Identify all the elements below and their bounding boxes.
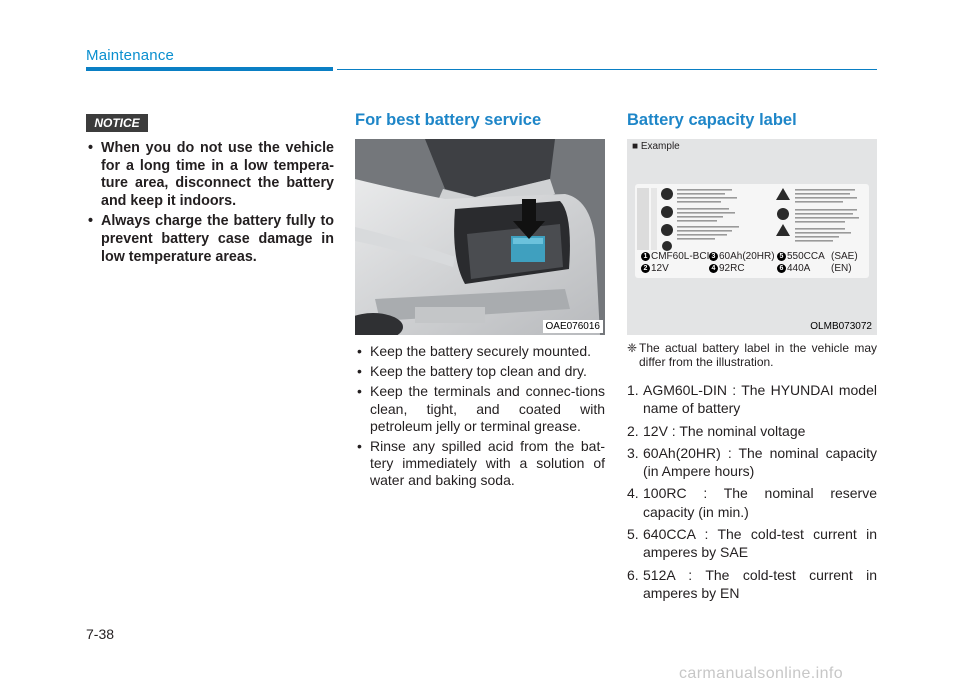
spec-voltage: 2 12V <box>641 263 669 274</box>
definition-item: 2. 12V : The nominal voltage <box>627 422 806 439</box>
header-rule-thick <box>86 67 333 71</box>
example-tag: ■ Example <box>632 141 680 152</box>
definition-item: 3. 60Ah(20HR) : The nominal capacity (in Ampere hours) <box>627 444 877 480</box>
image-code: OAE076016 <box>543 320 604 333</box>
notice-item: • When you do not use the vehicle for a long time in a low tempera-ture area, disconnect the battery and keep it indoors. <box>86 140 334 210</box>
notice-item: • Always charge the battery fully to prevent battery case damage in low temperature areas. <box>86 213 334 266</box>
battery-tips-list <box>355 343 605 493</box>
battery-label <box>635 184 869 278</box>
note-mark-icon: ❈ <box>627 341 638 355</box>
best-service-heading: For best battery service <box>355 111 542 129</box>
battery-label-illustration <box>627 139 877 335</box>
label-note <box>627 342 877 369</box>
car-trunk-illustration <box>355 139 605 335</box>
note-text: The actual battery label in the vehicle may differ from the illustration. <box>639 341 877 369</box>
tip-item: • Keep the battery top clean and dry. <box>355 363 605 380</box>
definition-item: 6. 512A : The cold-test current in amperes by EN <box>627 566 877 601</box>
image-code: OLMB073072 <box>810 321 872 332</box>
definition-item: 5. 640CCA : The cold-test current in amperes by SAE <box>627 526 877 561</box>
notice-badge: NOTICE <box>86 114 148 132</box>
definition-item: 4. 100RC : The nominal reserve capacity (in min.) <box>627 485 877 520</box>
spec-model: 1 CMF60L-BCI <box>641 251 709 262</box>
tip-item: • Keep the battery securely mounted. <box>355 343 605 360</box>
tip-item: • Keep the terminals and connec-tions clean, tight, and coated with petroleum jelly or terminal grease. <box>355 383 605 435</box>
spec-en-tag: (EN) <box>831 263 852 274</box>
label-definitions-list <box>627 381 877 606</box>
spec-en-current: 6 440A <box>777 263 810 274</box>
spec-sae-tag: (SAE) <box>831 251 858 262</box>
page-number: 7-38 <box>86 626 115 642</box>
tip-item: • Rinse any spilled acid from the bat-tery immediately with a solution of water and baking soda. <box>355 438 605 490</box>
capacity-label-heading: Battery capacity label <box>627 111 797 129</box>
spec-cca: 5 550CCA <box>777 251 825 262</box>
spec-capacity: 3 60Ah(20HR) <box>709 251 775 262</box>
section-title: Maintenance <box>86 47 175 64</box>
definition-item: 1. AGM60L-DIN : The HYUNDAI model name of battery <box>627 382 877 417</box>
header-rule-thin <box>337 69 877 70</box>
watermark: carmanualsonline.info <box>679 665 844 682</box>
notice-list <box>86 140 334 269</box>
spec-reserve: 4 92RC <box>709 263 745 274</box>
